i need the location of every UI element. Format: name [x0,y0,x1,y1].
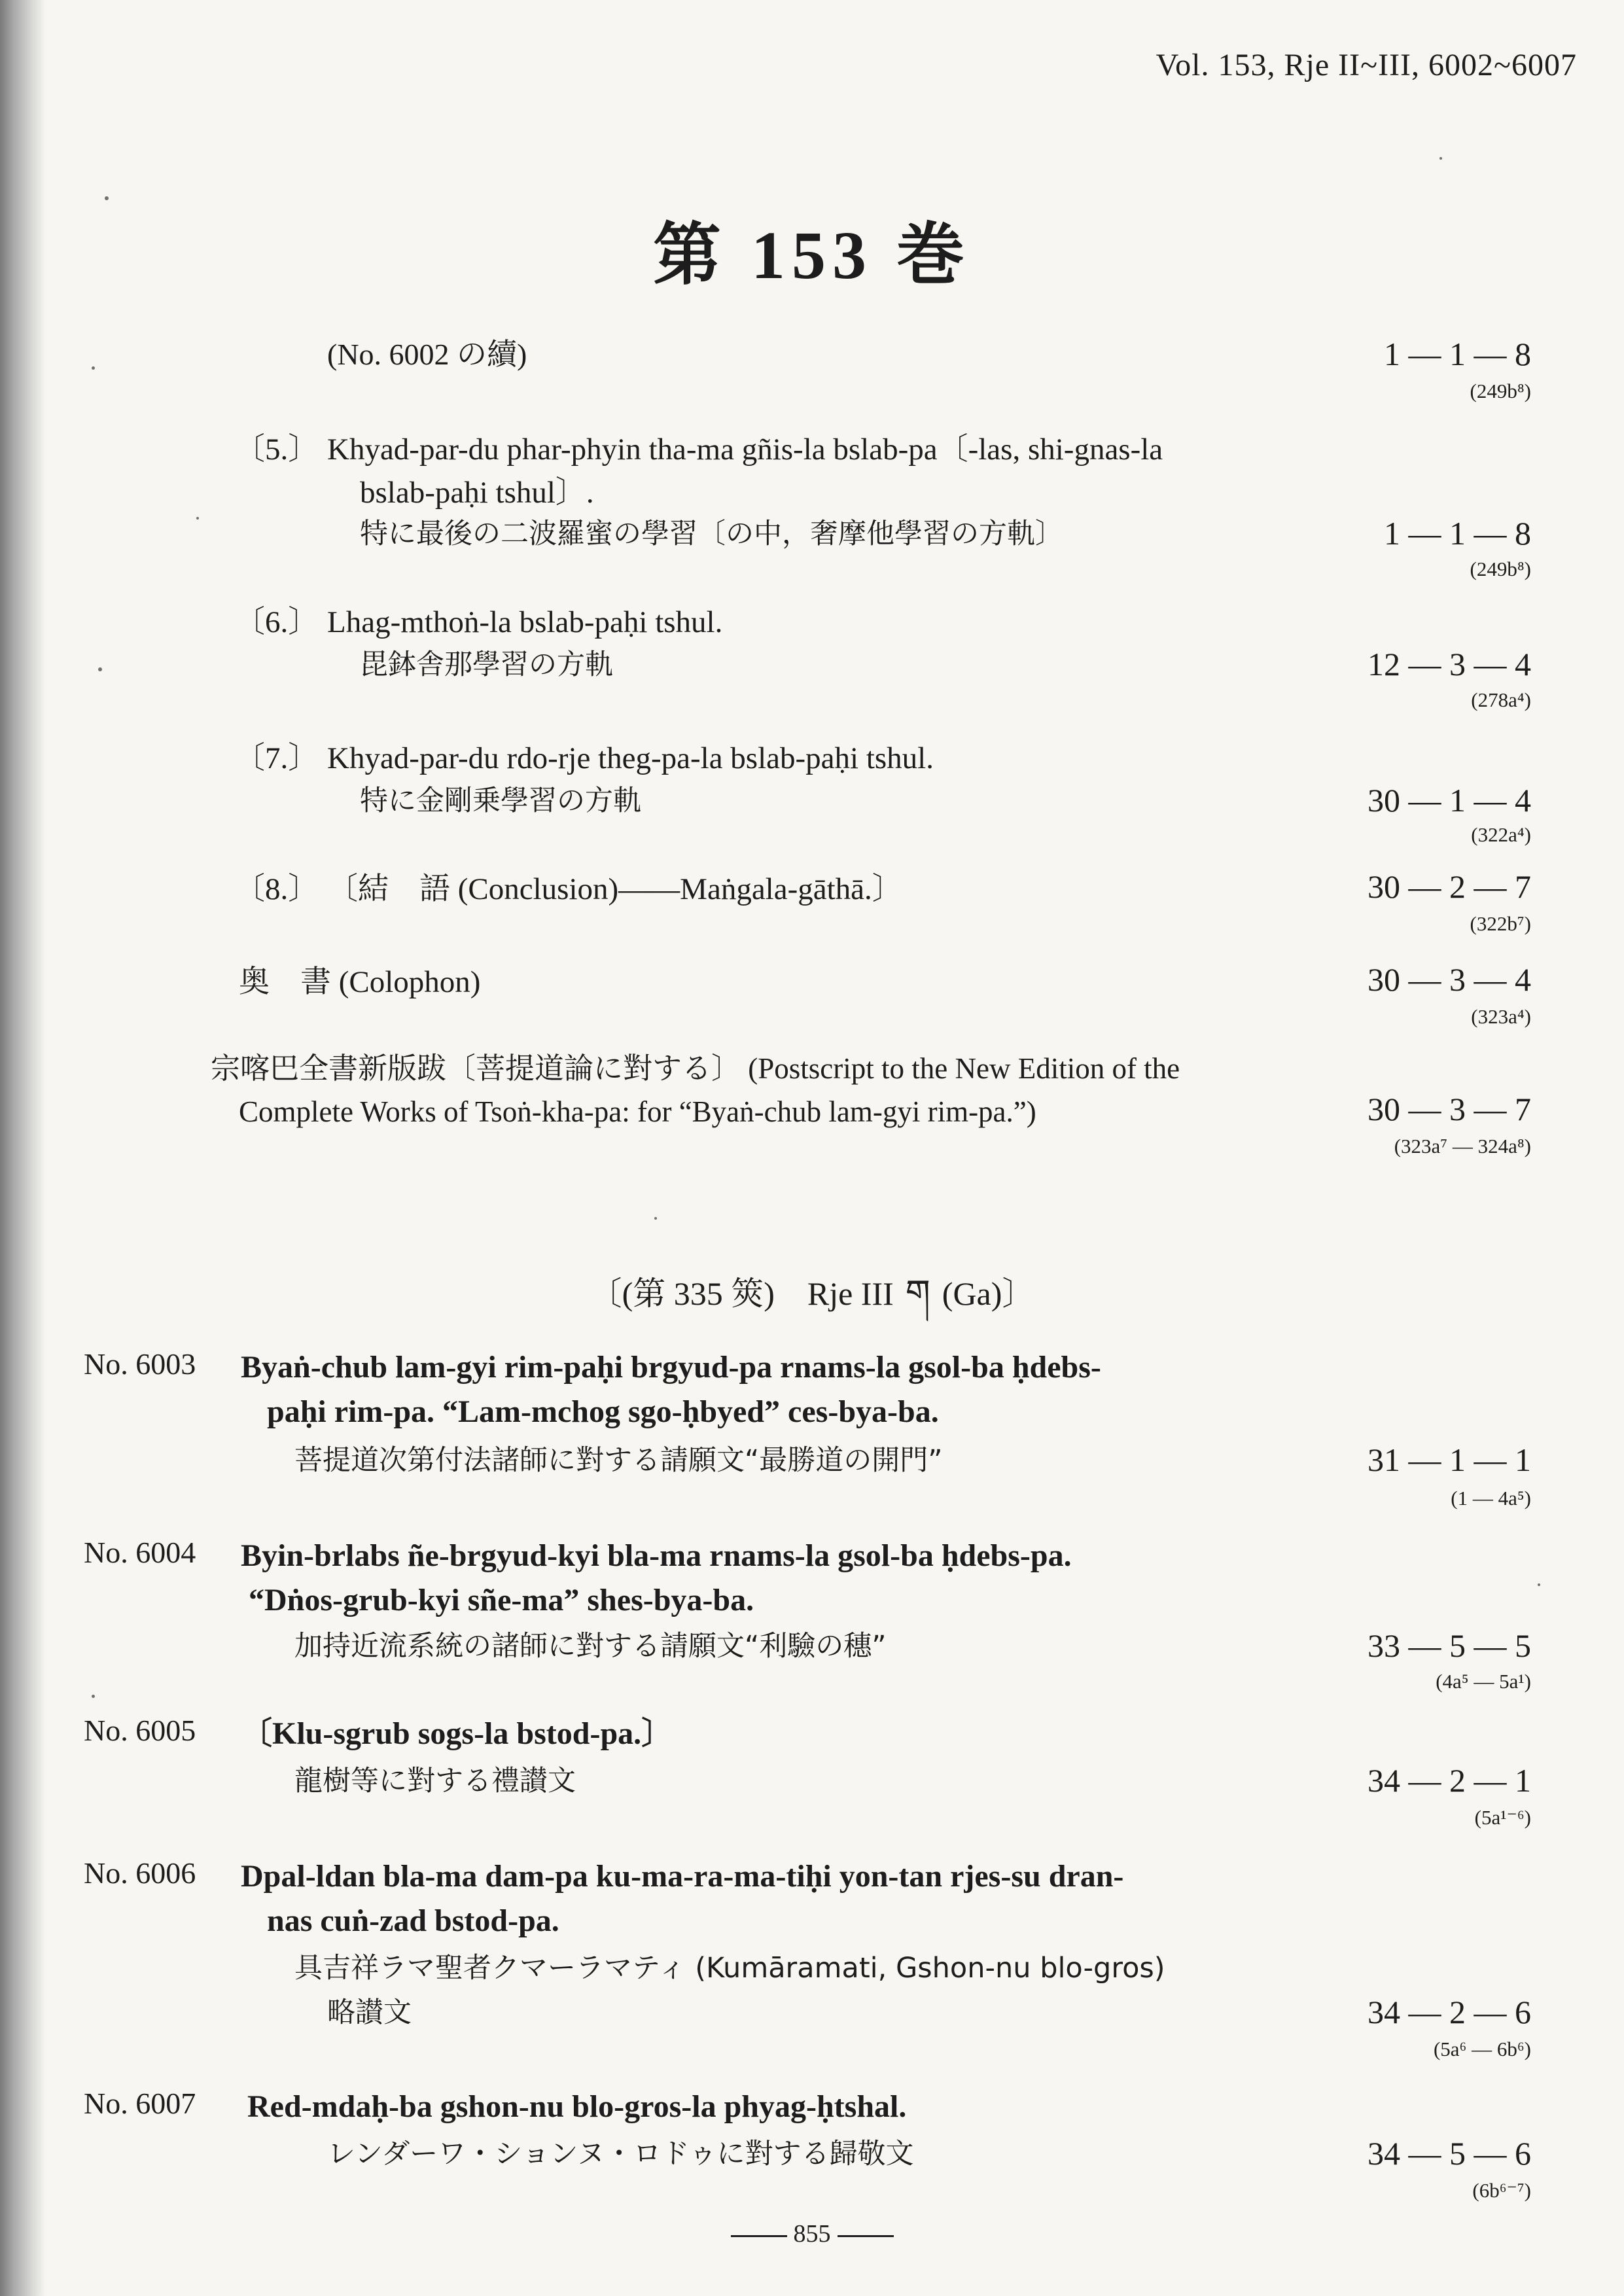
entry-japanese: 具吉祥ラマ聖者クマーラマティ (Kumāramati, Gshon-nu blo-gros) [294,1952,1165,1985]
scan-speck [105,196,109,200]
colophon-ref: 30 — 3 — 4 [1368,961,1531,998]
continuation-folio: (249b⁸) [1470,380,1531,402]
chapter-tibetan-line: bslab-paḥi tshul〕. [360,476,594,510]
chapter-japanese: 特に最後の二波羅蜜の學習〔の中，奢摩他學習の方軌〕 [360,518,1063,550]
entry-tibetan-line: Byin-brlabs ñe-brgyud-kyi bla-ma rnams-la gsol-ba ḥdebs-pa. [241,1538,1072,1573]
section-heading-open: 〔(第 335 筴) Rje III [589,1275,894,1312]
postscript-line: Complete Works of Tsoṅ-kha-pa: for “Byaṅ-chub lam-gyi rim-pa.”) [239,1095,1036,1128]
colophon-folio: (323a⁴) [1471,1005,1531,1028]
chapter-japanese: 毘鉢舎那學習の方軌 [360,648,613,681]
entry-number: No. 6003 [84,1347,196,1381]
scan-speck [196,517,199,520]
entry-folio: (4a⁵ — 5a¹) [1436,1670,1531,1693]
continuation-ref: 1 — 1 — 8 [1384,336,1531,372]
entry-tibetan-line: Red-mdaḥ-ba gshon-nu blo-gros-la phyag-ḥtshal. [247,2089,907,2124]
entry-tibetan-line: Byaṅ-chub lam-gyi rim-paḥi brgyud-pa rnams-la gsol-ba ḥdebs- [241,1350,1101,1385]
chapter-number: 〔7.〕 [234,741,319,775]
chapter-ref: 1 — 1 — 8 [1384,515,1531,552]
entry-japanese: 龍樹等に對する禮讃文 [294,1765,576,1797]
volume-title: 第 153 巻 [652,218,971,293]
scan-speck [1538,1583,1540,1586]
scan-speck [654,1217,657,1220]
scan-speck [1439,157,1442,160]
chapter-ref: 30 — 1 — 4 [1368,782,1531,819]
entry-ref: 31 — 1 — 1 [1368,1441,1531,1478]
chapter-number: 〔8.〕 [234,872,319,906]
scan-speck [92,366,95,370]
page-number: 855 [793,2220,831,2248]
chapter-folio: (249b⁸) [1470,557,1531,580]
colophon-label: 奥 書 (Colophon) [239,965,481,999]
entry-japanese: 加持近流系統の諸師に對する請願文“利驗の穗” [294,1630,887,1663]
entry-ref: 34 — 2 — 6 [1368,1994,1531,2030]
footer-dash [731,2235,787,2237]
running-header: Vol. 153, Rje II~III, 6002~6007 [1156,48,1577,82]
entry-japanese: 菩提道次第付法諸師に對する請願文“最勝道の開門” [294,1444,943,1477]
entry-tibetan-line: nas cuṅ-zad bstod-pa. [267,1903,559,1938]
page-binding-shadow [0,0,46,2296]
chapter-folio: (322b⁷) [1470,912,1531,935]
entry-number: No. 6007 [84,2087,196,2120]
tibetan-ga-glyph: ག [905,1272,930,1313]
entry-tibetan-line: Dpal-ldan bla-ma dam-pa ku-ma-ra-ma-tiḥi yon-tan rjes-su dran- [241,1859,1124,1894]
continuation-label: (No. 6002 の續) [327,338,527,371]
entry-number: No. 6004 [84,1536,196,1569]
chapter-number: 〔5.〕 [234,433,319,467]
chapter-tibetan-line: Khyad-par-du phar-phyin tha-ma gñis-la bslab-pa〔-las, shi-gnas-la [327,433,1163,467]
entry-ref: 33 — 5 — 5 [1368,1627,1531,1664]
entry-tibetan-line: “Dṅos-grub-kyi sñe-ma” shes-bya-ba. [249,1583,754,1617]
chapter-ref: 12 — 3 — 4 [1368,646,1531,682]
chapter-folio: (322a⁴) [1471,823,1531,846]
footer-dash [838,2235,894,2237]
entry-tibetan-line: paḥi rim-pa. “Lam-mchog sgo-ḥbyed” ces-bya-ba. [267,1394,939,1429]
chapter-number: 〔6.〕 [234,605,319,639]
entry-folio: (5a⁶ — 6b⁶) [1433,2038,1531,2060]
scan-speck [92,1695,95,1698]
chapter-tibetan-line: 〔結 語 (Conclusion)——Maṅgala-gāthā.〕 [327,872,903,906]
chapter-tibetan-line: Lhag-mthoṅ-la bslab-paḥi tshul. [327,605,723,639]
entry-japanese: レンダーワ・ションヌ・ロドゥに對する歸敬文 [327,2138,914,2170]
entry-number: No. 6005 [84,1714,196,1747]
postscript-ref: 30 — 3 — 7 [1368,1091,1531,1127]
entry-folio: (5a¹⁻⁶) [1474,1806,1531,1829]
chapter-tibetan-line: Khyad-par-du rdo-rje theg-pa-la bslab-paḥi tshul. [327,741,934,775]
section-heading [0,1253,1624,1352]
page-footer [0,2219,1624,2248]
scan-speck [98,667,102,671]
entry-ref: 34 — 5 — 6 [1368,2135,1531,2172]
entry-folio: (1 — 4a⁵) [1451,1487,1531,1510]
entry-tibetan-line: 〔Klu-sgrub sogs-la bstod-pa.〕 [241,1716,673,1751]
entry-folio: (6b⁶⁻⁷) [1472,2179,1531,2202]
chapter-folio: (278a⁴) [1471,688,1531,711]
entry-number: No. 6006 [84,1856,196,1890]
chapter-japanese: 特に金剛乗學習の方軌 [360,785,641,817]
postscript-line: 宗喀巴全書新版跋〔菩提道論に對する〕 (Postscript to the New Edition of the [211,1052,1180,1085]
entry-japanese-cont: 略讃文 [327,1996,412,2029]
postscript-folio: (323a⁷ — 324a⁸) [1394,1135,1531,1157]
entry-ref: 34 — 2 — 1 [1368,1762,1531,1799]
section-heading-close: (Ga)〕 [942,1275,1035,1312]
chapter-ref: 30 — 2 — 7 [1368,868,1531,905]
